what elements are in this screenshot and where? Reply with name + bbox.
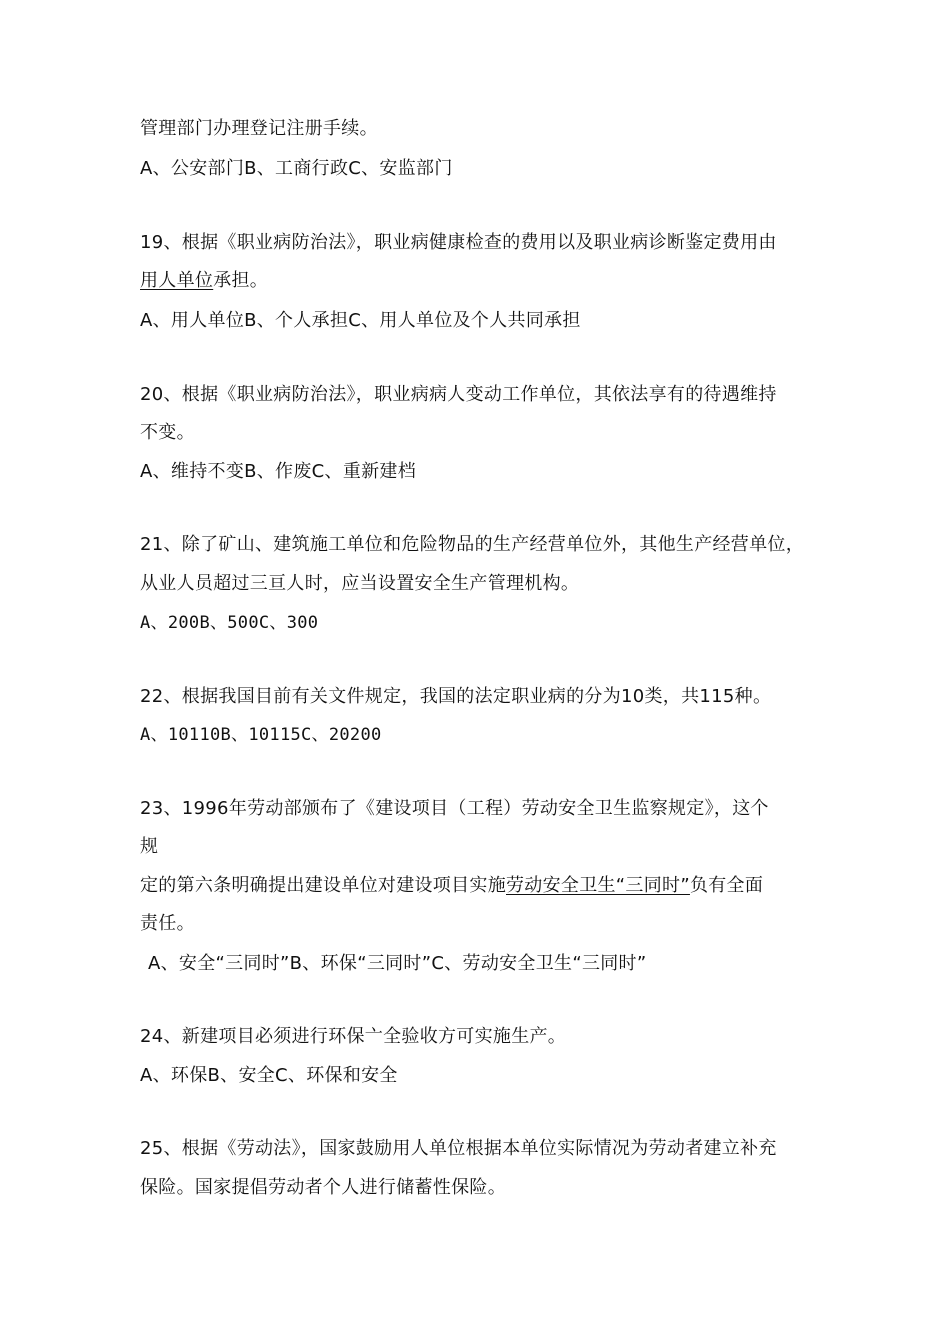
text-fragment: 定的第六条明确提出建设单位对建设项目实施 — [140, 875, 506, 896]
answer-options: A、安全“三同时”B、环保“三同时”C、劳动安全卫生“三同时” — [148, 953, 647, 974]
text-line: 责任。 — [140, 913, 195, 934]
question-25: 25、根据《劳动法》，国家鼓励用人单位根据本单位实际情况为劳动者建立补充 — [140, 1138, 777, 1159]
question-22: 22、根据我国目前有关文件规定，我国的法定职业病的分为10类，共115种。 — [140, 686, 772, 707]
question-24: 24、新建项目必须进行环保亠全验收方可实施生产。 — [140, 1026, 567, 1047]
text-fragment: 负有全面 — [689, 875, 764, 896]
answer-options: A、环保B、安全C、环保和安全 — [140, 1065, 398, 1086]
answer-options: A、200B、500C、300 — [140, 613, 319, 633]
answer-options: A、用人单位B、个人承担C、用人单位及个人共同承担 — [140, 310, 581, 331]
text-line: 不变。 — [140, 422, 195, 443]
text-line: 管理部门办理登记注册手续。 — [140, 118, 378, 139]
question-19: 19、根据《职业病防治法》，职业病健康检查的费用以及职业病诊断鉴定费用由 — [140, 232, 777, 253]
text-line — [140, 874, 830, 898]
answer-options: A、维持不变B、作废C、重新建档 — [140, 461, 417, 482]
text-line: 规 — [140, 836, 159, 857]
question-20: 20、根据《职业病防治法》，职业病病人变动工作单位，其依法享有的待遇维持 — [140, 384, 777, 405]
answer-options: A、10110B、10115C、20200 — [140, 725, 382, 745]
question-21: 21、除了矿山、建筑施工单位和危险物品的生产经营单位外，其他生产经营单位， — [140, 534, 805, 555]
answer-options: A、公安部门B、工商行政C、安监部门 — [140, 158, 453, 179]
question-23: 23、1996年劳动部颁布了《建设项目（工程）劳动安全卫生监察规定》，这个 — [140, 798, 769, 819]
text-line — [140, 269, 830, 293]
underlined-answer: 用人单位 — [140, 270, 214, 291]
underlined-answer: 劳动安全卫生“三同时” — [506, 875, 690, 896]
text-fragment: 承担。 — [213, 270, 269, 291]
text-line: 保险。国家提倡劳动者个人进行储蓄性保险。 — [140, 1177, 506, 1198]
text-line: 从业人员超过三亘人时，应当设置安全生产管理机构。 — [140, 573, 580, 594]
